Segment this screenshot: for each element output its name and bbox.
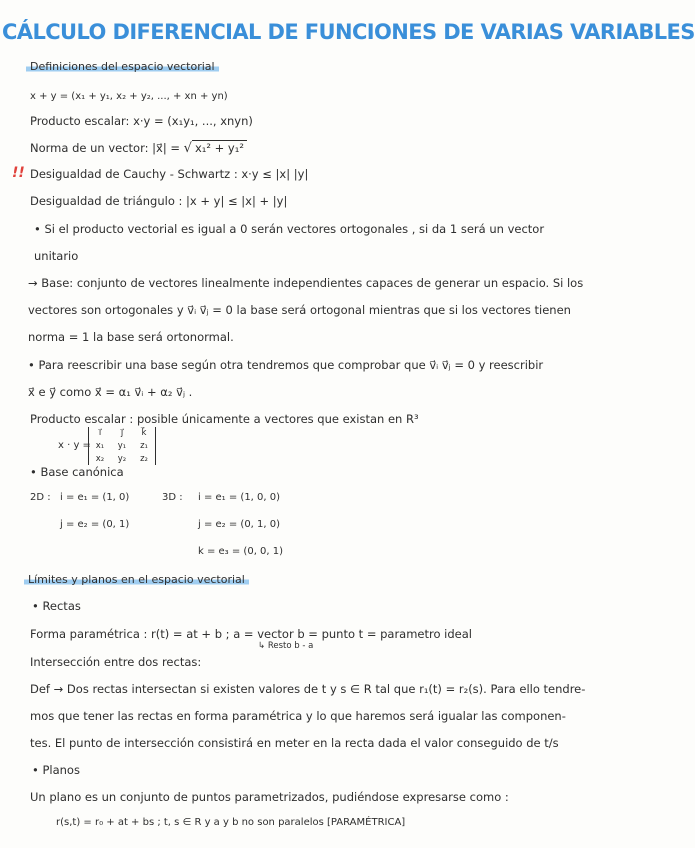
matrix-cell: z₁ [140,440,148,451]
planes-bullet: • Planos [32,763,80,777]
norm-label: Norma de un vector: |x⃗| = [30,141,180,155]
base-line-2: vectores son ortogonales y v⃗ᵢ v⃗ⱼ = 0 la base será ortogonal mientras que si los vectores tienen [28,303,571,317]
norm-line: Norma de un vector: |x⃗| = √ x₁² + y₁² [30,140,247,156]
parametric-form-line: Forma paramétrica : r(t) = at + b ; a = vector b = punto t = parametro ideal [30,627,472,641]
matrix-cell: z₂ [140,453,148,464]
rewrite-line-2: x⃗ e y⃗ como x⃗ = α₁ v⃗ᵢ + α₂ v⃗ⱼ . [28,385,193,399]
base-line-1: → Base: conjunto de vectores linealmente independientes capaces de generar un espacio. Si los [28,276,584,290]
base-line-3: norma = 1 la base será ortonormal. [28,330,234,344]
matrix-cell: i⃗ [98,428,102,439]
canonical-2d-j: j = e₂ = (0, 1) [60,519,130,530]
lines-bullet: • Rectas [32,599,81,613]
matrix-cell: x₂ [95,453,105,464]
orthogonal-line-2: unitario [34,249,79,263]
cross-product-line: Producto escalar : posible únicamente a vectores que existan en R³ [30,412,419,426]
plane-definition-line: Un plano es un conjunto de puntos parametrizados, pudiéndose expresarse como : [30,790,509,804]
matrix-lhs: x · y = [58,440,91,451]
section-heading-vector-space: Definiciones del espacio vectorial [26,60,219,73]
warning-marker: !! [12,165,25,181]
matrix-cell: y₂ [117,453,127,464]
orthogonal-line-1: • Si el producto vectorial es igual a 0 serán vectores ortogonales , si da 1 será un vector [34,222,545,236]
plane-equation-line: r(s,t) = r₀ + at + bs ; t, s ∈ R y a y b no son paralelos [PARAMÉTRICA] [56,817,406,828]
canonical-2d-label: 2D : [30,492,51,503]
canonical-3d-label: 3D : [162,492,183,503]
matrix-cell: k⃗ [141,428,147,439]
dot-product-line: Producto escalar: x·y = (x₁y₁, ..., xnyn) [30,114,253,128]
canonical-3d-j: j = e₂ = (0, 1, 0) [198,519,281,530]
canonical-base-line: • Base canónica [30,465,124,479]
section-heading-limits-planes: Límites y planos en el espacio vectorial [24,573,249,586]
matrix-cell: y₁ [117,440,127,451]
intersection-title: Intersección entre dos rectas: [30,655,202,669]
cauchy-line: Desigualdad de Cauchy - Schwartz : x·y ≤ |x| |y| [30,167,309,181]
vector-sum-line: x + y = (x₁ + y₁, x₂ + y₂, ..., + xn + yn) [30,91,228,102]
definition-line-1: Def → Dos rectas intersectan si existen valores de t y s ∈ R tal que r₁(t) = r₂(s). Para ello tendre- [30,682,586,696]
remainder-note: ↳ Resto b - a [258,641,314,651]
matrix-cell: x₁ [95,440,105,451]
rewrite-line-1: • Para reescribir una base según otra tendremos que comprobar que v⃗ᵢ v⃗ⱼ = 0 y reescribir [28,358,544,372]
canonical-2d-i: i = e₁ = (1, 0) [60,492,130,503]
definition-line-2: mos que tener las rectas en forma paramétrica y lo que haremos será igualar las componen- [30,709,566,723]
matrix-cell: j⃗ [120,428,124,439]
norm-radicand: x₁² + y₁² [192,140,247,155]
definition-line-3: tes. El punto de intersección consistirá en meter en la recta dada el valor conseguido de t/s [30,736,559,750]
determinant-matrix [88,427,156,465]
canonical-3d-i: i = e₁ = (1, 0, 0) [198,492,281,503]
triangle-inequality-line: Desigualdad de triángulo : |x + y| ≤ |x| + |y| [30,194,288,208]
canonical-3d-k: k = e₃ = (0, 0, 1) [198,546,284,557]
page-title: CÁLCULO DIFERENCIAL DE FUNCIONES DE VARIAS VARIABLES [2,20,695,44]
